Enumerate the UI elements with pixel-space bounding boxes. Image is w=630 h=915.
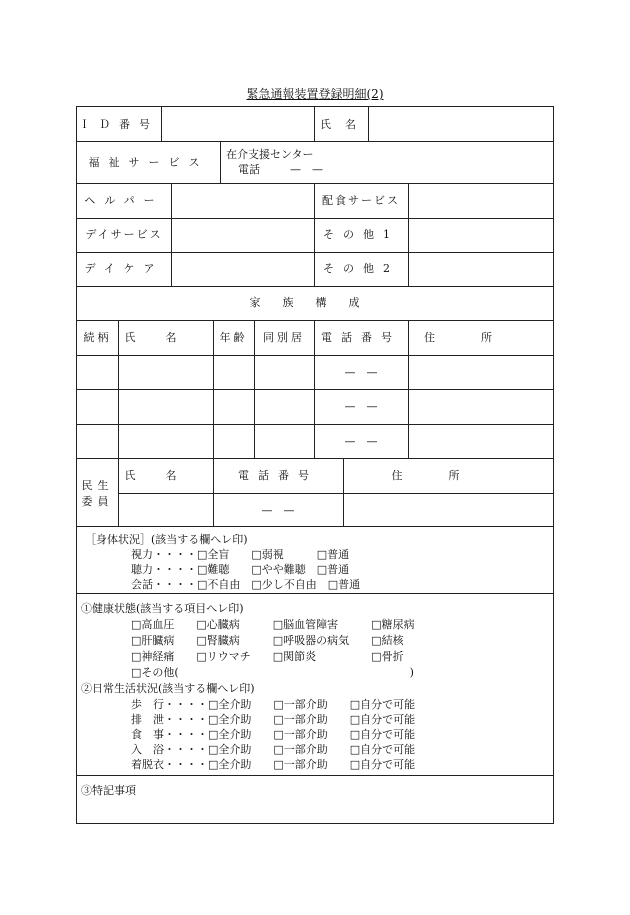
daily-line: 着脱衣・・・・□全介助 □一部介助 □自分で可能: [131, 758, 416, 771]
physical-line: 視力・・・・□全盲 □弱視 □普通: [131, 548, 350, 561]
age-header: 年齢: [219, 331, 248, 344]
col-divider: [220, 141, 221, 183]
health-line: □高血圧 □心臓病 □脳血管障害 □糖尿病: [131, 618, 415, 631]
row-divider: [77, 389, 554, 390]
row-divider: [77, 218, 554, 219]
minsei-phone: — —: [261, 504, 295, 517]
family-section-title: 家族構成: [249, 296, 382, 309]
row-divider: [77, 526, 554, 527]
row-divider: [118, 493, 554, 494]
row-divider: [77, 355, 554, 356]
family-address-header: 住所: [424, 331, 538, 344]
minsei-label-2: 委員: [81, 495, 114, 508]
daily-line: 歩 行・・・・□全介助 □一部介助 □自分で可能: [131, 698, 416, 711]
phone-dashes: — —: [290, 163, 323, 176]
minsei-label-1: 民生: [81, 479, 114, 492]
family-row-phone: — —: [344, 400, 378, 413]
row-divider: [77, 424, 554, 425]
page-title: 緊急通報装置登録明細(2): [246, 87, 384, 101]
family-row-phone: — —: [344, 435, 378, 448]
row-divider: [77, 593, 554, 594]
daily-line: 排 泄・・・・□全介助 □一部介助 □自分で可能: [131, 713, 416, 726]
col-divider: [314, 107, 315, 141]
col-divider: [213, 320, 214, 526]
physical-line: 聴力・・・・□難聴 □やや難聴 □普通: [131, 563, 350, 576]
special-notes-heading: ③特記事項: [81, 784, 136, 797]
row-divider: [77, 775, 554, 776]
daily-line: 食 事・・・・□全介助 □一部介助 □自分で可能: [131, 728, 416, 741]
family-name-header: 氏名: [124, 331, 207, 344]
minsei-address-header: 住所: [391, 469, 506, 482]
row-divider: [77, 141, 554, 142]
physical-line: 会話・・・・□不自由 □少し不自由 □普通: [131, 578, 361, 591]
registration-form: [76, 106, 554, 824]
col-divider: [171, 183, 172, 286]
name-label: 氏名: [320, 118, 370, 131]
row-divider: [77, 252, 554, 253]
other2-label: その他2: [323, 262, 399, 275]
daily-line: 入 浴・・・・□全介助 □一部介助 □自分で可能: [131, 743, 416, 756]
health-condition-heading: ①健康状態(該当する項目へレ印): [81, 602, 244, 615]
relation-header: 続柄: [83, 331, 112, 344]
day-care-label: デイケア: [84, 262, 164, 275]
col-divider: [118, 320, 119, 526]
row-divider: [77, 320, 554, 321]
support-center-label: 在介支援センター: [226, 148, 314, 161]
meal-service-label: 配食サービス: [322, 194, 400, 207]
row-divider: [77, 183, 554, 184]
row-divider: [77, 458, 554, 459]
id-number-label: ＩＤ番号: [79, 118, 159, 131]
col-divider: [408, 183, 409, 286]
helper-label: ヘルパー: [84, 194, 164, 207]
welfare-service-label: 福祉サービス: [88, 156, 209, 169]
day-service-label: デイサービス: [85, 228, 163, 241]
col-divider: [161, 107, 162, 141]
health-line: □肝臓病 □腎臓病 □呼吸器の病気 □結核: [131, 634, 404, 647]
phone-label: 電話: [238, 163, 260, 176]
family-row-phone: — —: [344, 366, 378, 379]
row-divider: [77, 286, 554, 287]
minsei-phone-header: 電話番号: [238, 469, 318, 482]
cohabitation-header: 同別居: [263, 331, 305, 344]
minsei-name-header: 氏名: [124, 469, 207, 482]
health-line: □その他( ): [131, 666, 414, 679]
family-phone-header: 電話番号: [321, 331, 401, 344]
other1-label: その他1: [323, 228, 399, 241]
daily-life-heading: ②日常生活状況(該当する欄へレ印): [81, 682, 255, 695]
health-line: □神経痛 □リウマチ □関節炎 □骨折: [131, 650, 404, 663]
physical-condition-heading: ［身体状況］(該当する欄へレ印): [85, 533, 248, 546]
